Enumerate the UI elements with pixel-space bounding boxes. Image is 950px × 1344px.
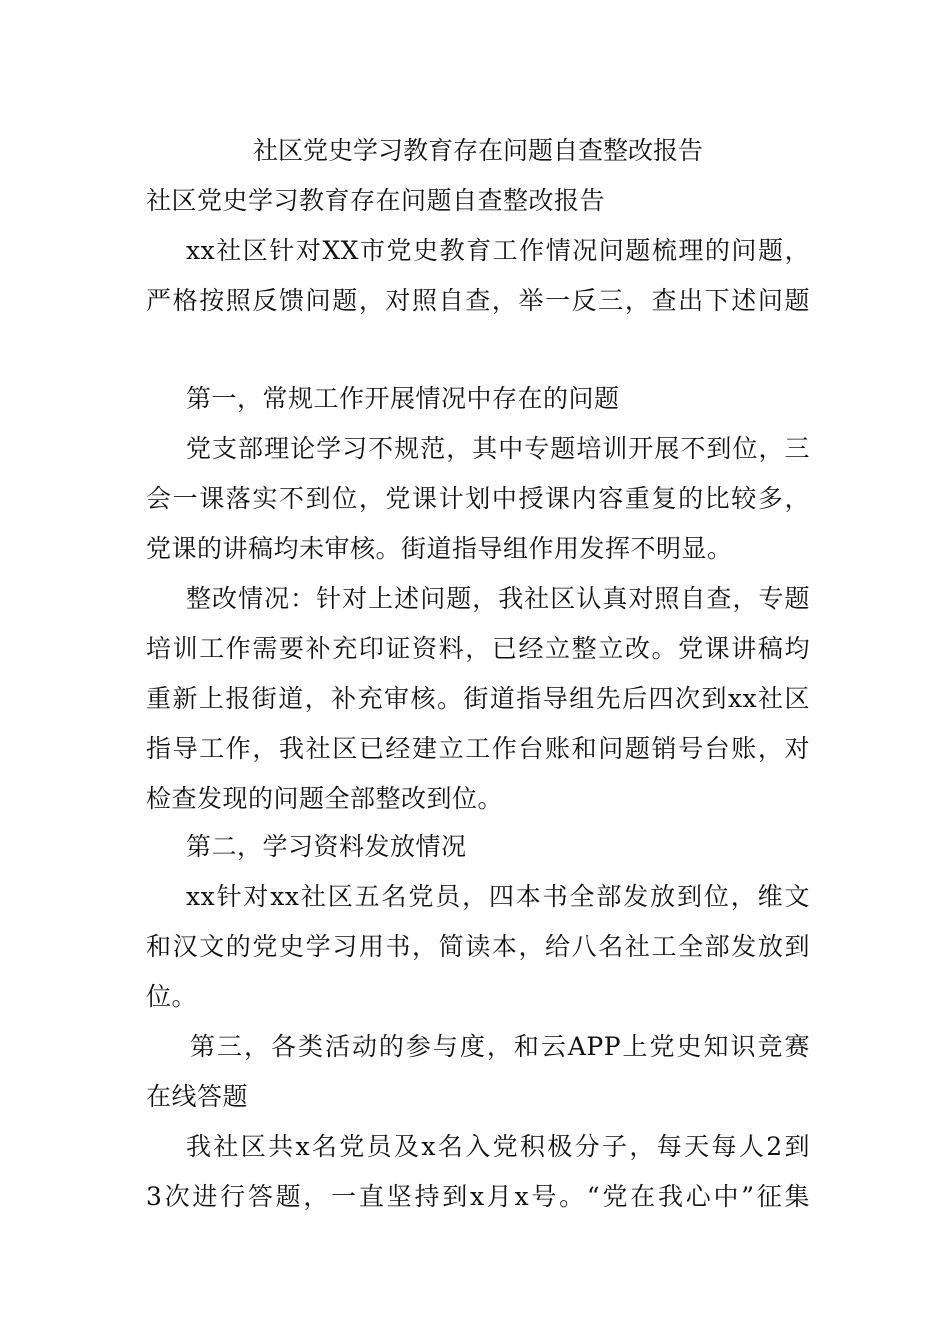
paragraph-line: 会一课落实不到位，党课计划中授课内容重复的比较多， — [146, 484, 810, 513]
paragraph-line: 3次进行答题，一直坚持到x月x号。“党在我心中”征集 — [146, 1182, 810, 1211]
paragraph-line: 重新上报街道，补充审核。街道指导组先后四次到xx社区 — [146, 684, 810, 713]
paragraph-line: xx针对xx社区五名党员，四本书全部发放到位，维文 — [186, 882, 810, 911]
paragraph-line: 和汉文的党史学习用书，简读本，给八名社工全部发放到 — [146, 932, 810, 961]
paragraph-line: 整改情况：针对上述问题，我社区认真对照自查，专题 — [186, 584, 810, 613]
section-heading: 第二，学习资料发放情况 — [186, 832, 467, 861]
section-heading: 第一，常规工作开展情况中存在的问题 — [186, 384, 620, 413]
paragraph-line: 我社区共x名党员及x名入党积极分子，每天每人2到 — [186, 1132, 810, 1161]
document-subtitle: 社区党史学习教育存在问题自查整改报告 — [146, 186, 606, 215]
document-title: 社区党史学习教育存在问题自查整改报告 — [252, 136, 703, 165]
paragraph-line: 指导工作，我社区已经建立工作台账和问题销号台账，对 — [146, 734, 810, 763]
paragraph-line: 严格按照反馈问题，对照自查，举一反三，查出下述问题 — [146, 286, 810, 315]
paragraph-line: 位。 — [146, 982, 198, 1011]
paragraph-line: 检查发现的问题全部整改到位。 — [146, 784, 504, 813]
paragraph-line: 党支部理论学习不规范，其中专题培训开展不到位，三 — [186, 434, 810, 463]
section-heading: 第三，各类活动的参与度，和云APP上党史知识竞赛 — [190, 1032, 810, 1061]
section-heading: 在线答题 — [146, 1082, 249, 1111]
paragraph-line: 培训工作需要补充印证资料，已经立整立改。党课讲稿均 — [146, 634, 810, 663]
paragraph-line: xx社区针对XX市党史教育工作情况问题梳理的问题， — [186, 236, 810, 265]
paragraph-line: 党课的讲稿均未审核。街道指导组作用发挥不明显。 — [146, 534, 733, 563]
